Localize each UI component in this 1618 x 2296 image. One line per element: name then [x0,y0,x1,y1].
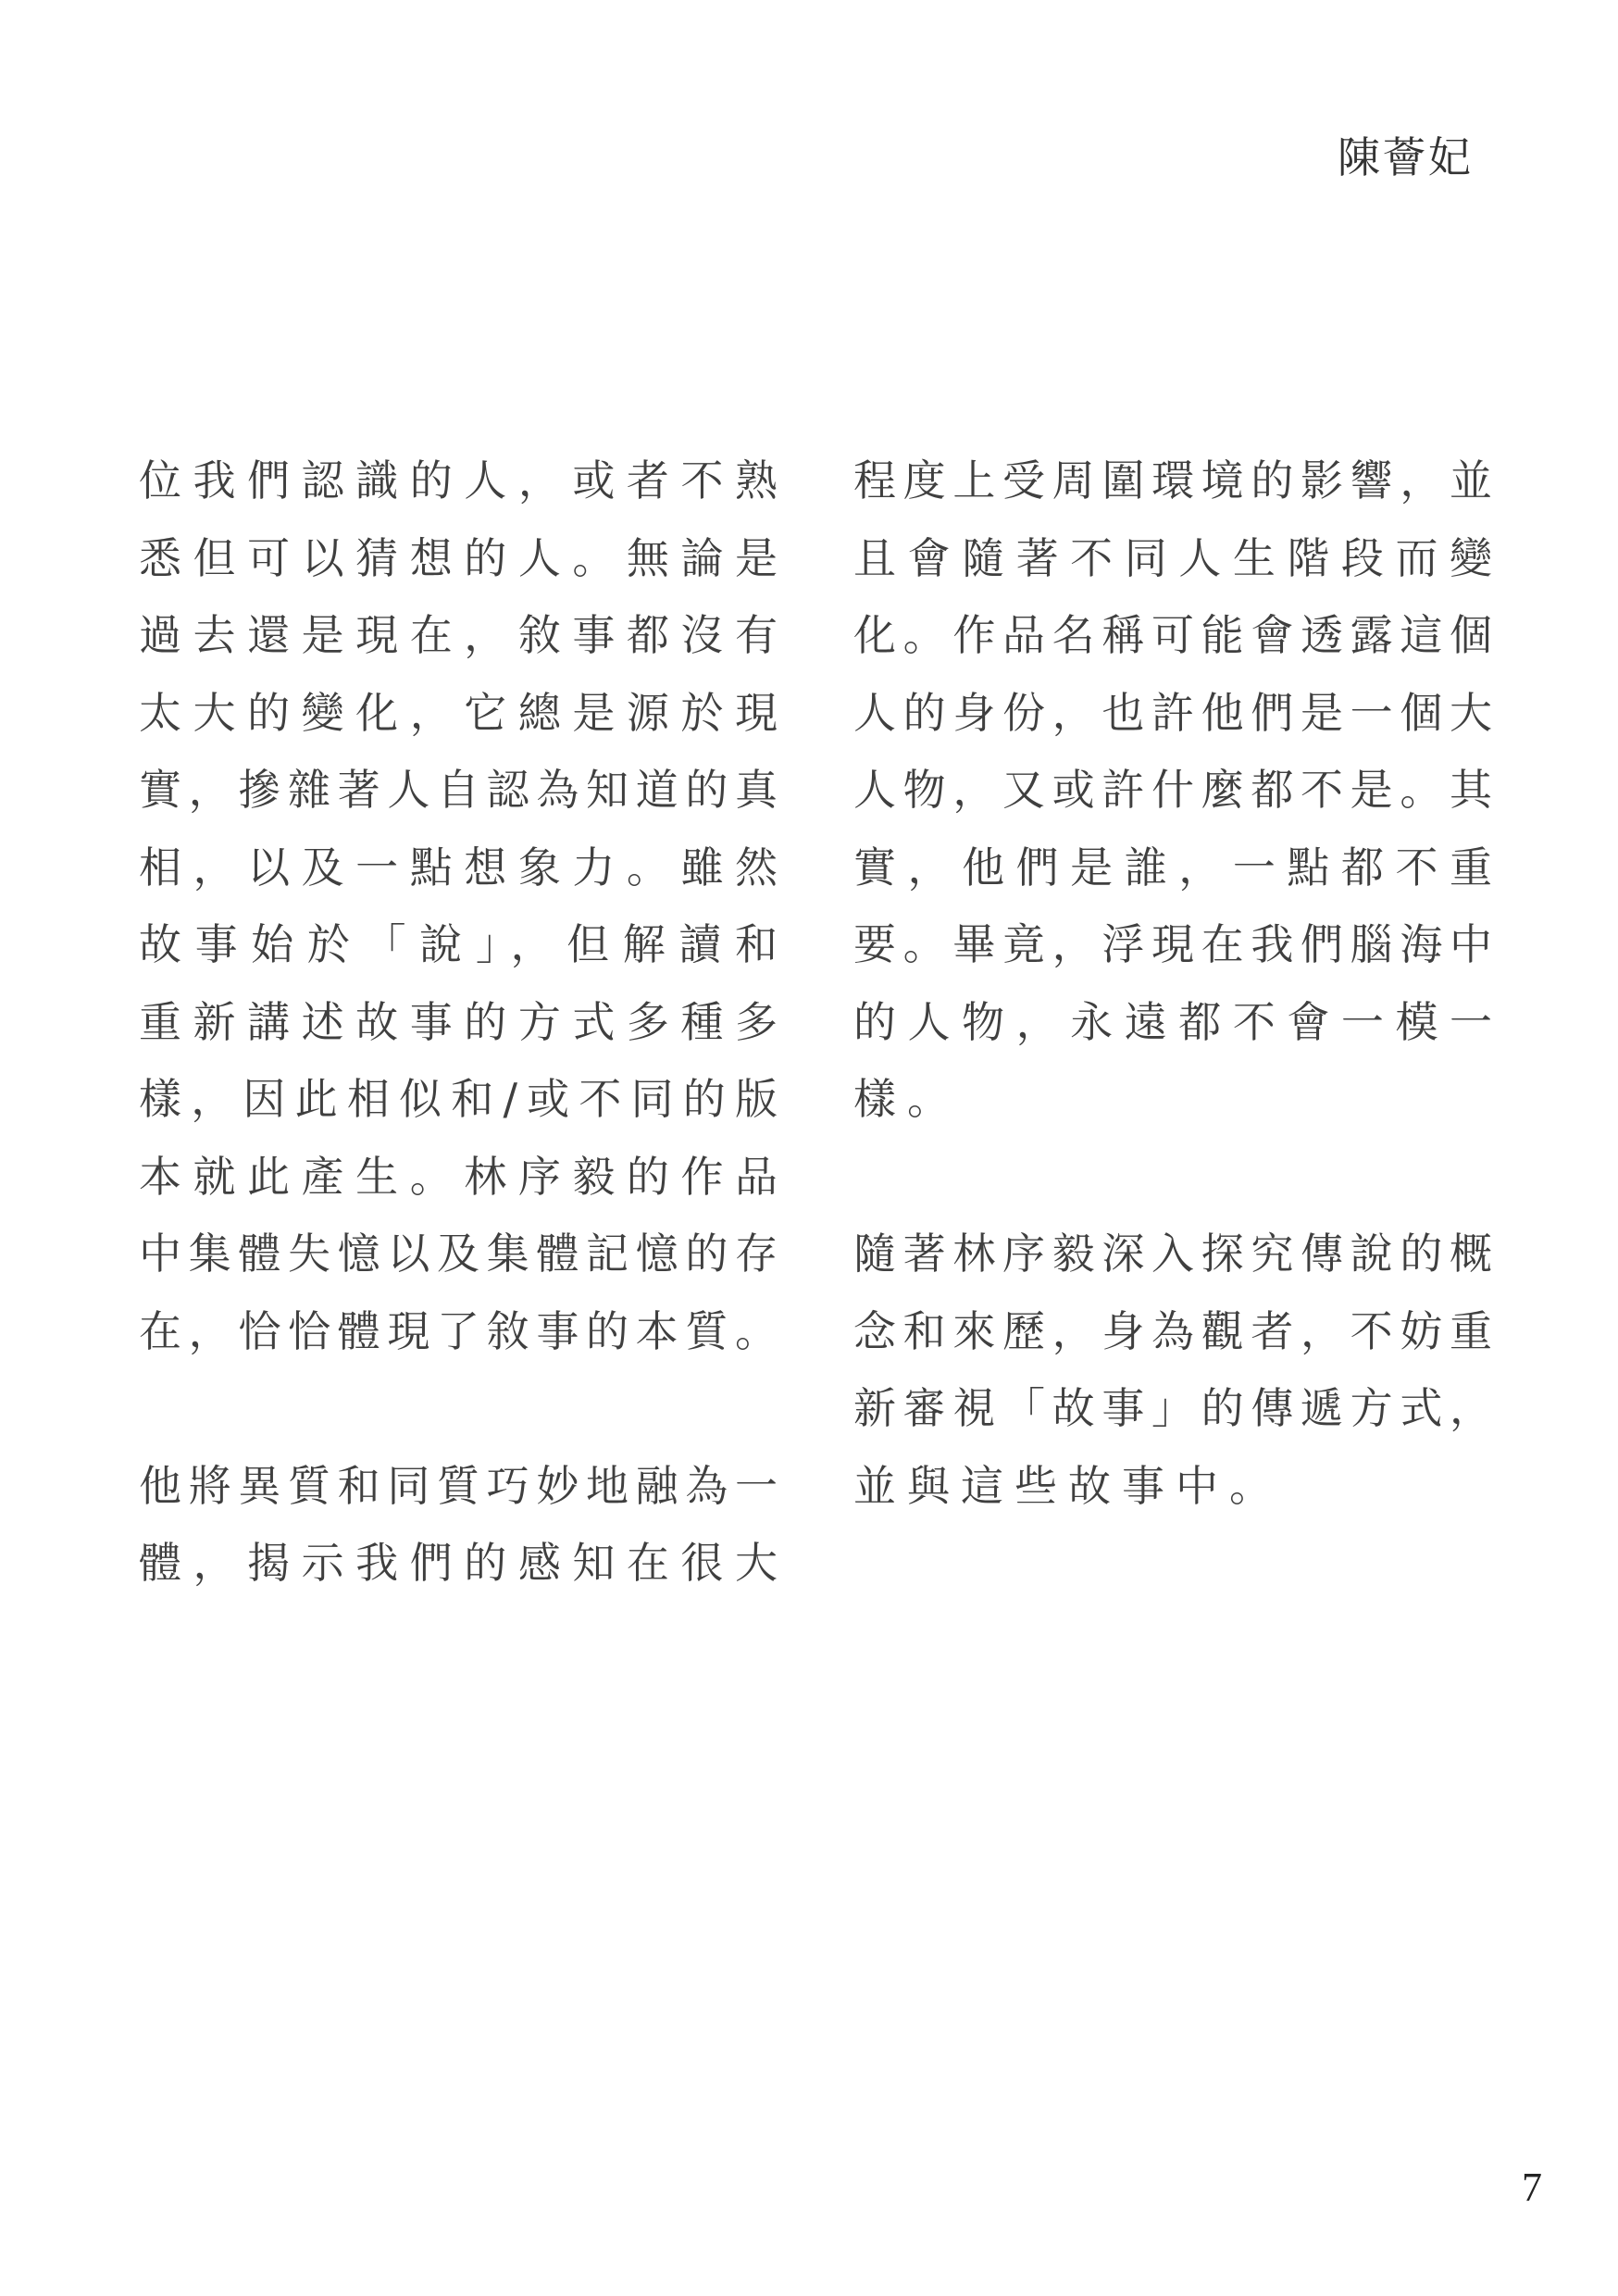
text-line: 本就此產生。林序毅的作品 [139,1151,778,1202]
text-line: 故事始於「說」，但解讀和 [139,919,778,969]
text-line: 隨著林序毅深入探究傳說的概 [853,1229,1492,1279]
text-line: 他將異質和同質巧妙地融為一 [139,1460,778,1511]
paragraph [139,1448,778,1603]
text-line: 樣。 [853,1074,961,1124]
paragraph-spacer [853,1139,1492,1217]
text-line: 人物，又或許什麼都不是。其 [853,765,1492,815]
page-number: 7 [1522,2165,1542,2210]
paragraph [853,443,1492,1139]
text-line: 化。作品名稱可能會透露這個 [853,610,1492,660]
text-line: 並與這些故事中。 [853,1460,1283,1511]
text-line: 新審視「故事」的傳遞方式， [853,1383,1492,1433]
text-line: 太大的變化，它總是源於現 [139,687,778,738]
text-line: 實，他們是誰，一點都不重 [853,842,1492,892]
text-line: 位我們認識的人，或者不熟 [139,455,778,505]
left-column [139,443,778,1603]
text-line: 念和來歷，身為觀者，不妨重 [853,1305,1492,1356]
text-line: 且會隨著不同人生階段而變 [853,532,1492,583]
text-line: 重新講述故事的方式多種多 [139,996,778,1047]
text-line: 在，恰恰體現了敘事的本質。 [139,1305,778,1356]
text-line: 中集體失憶以及集體記憶的存 [139,1229,778,1279]
text-line: 的人物，永遠都不會一模一 [853,996,1492,1047]
text-line: 相，以及一點想象力。雖然 [139,842,778,892]
right-column [853,443,1492,1525]
paragraph [139,443,778,1370]
text-line: 樣，因此相似和/或不同的版 [139,1074,778,1124]
text-line: 過去還是現在，敘事都沒有 [139,610,778,660]
text-line: 人的身份，也許他們是一個大 [853,687,1492,738]
text-line: 實，摻雜著人自認為知道的真 [139,765,778,815]
paragraph [853,1216,1492,1525]
author-name: 陳薈妃 [1338,132,1474,182]
text-line: 程度上受周圍環境的影響，並 [853,455,1492,505]
text-line: 體，揭示我們的感知在很大 [139,1538,778,1588]
paragraph-spacer [139,1370,778,1448]
text-line: 悉但可以猜想的人。無論是 [139,532,778,583]
text-line: 要。畢竟，浮現在我們腦海中 [853,919,1492,969]
